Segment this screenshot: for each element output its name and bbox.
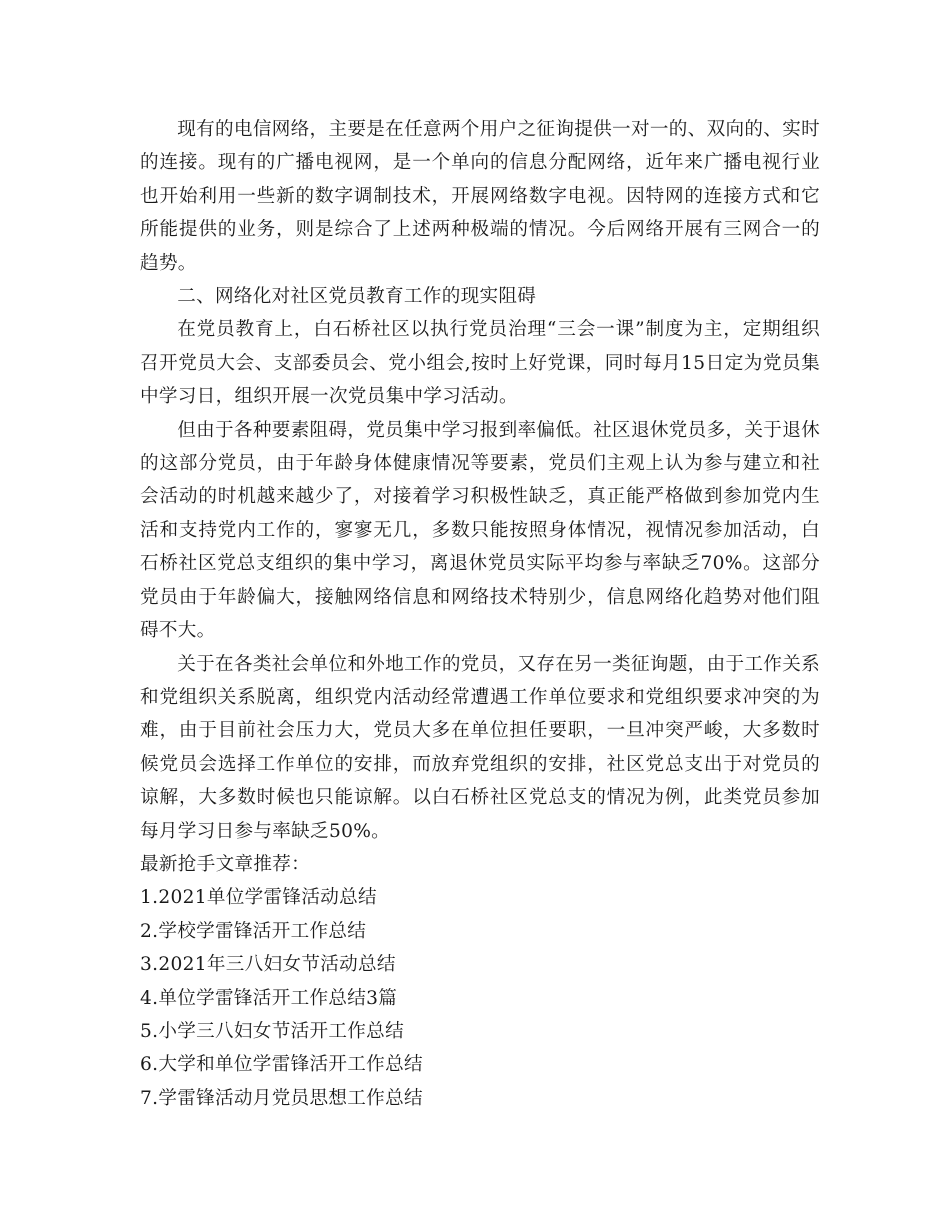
paragraph-retired-members: 但由于各种要素阻碍，党员集中学习报到率偏低。社区退休党员多，关于退休的这部分党员，由于年龄身体健康情况等要素，党员们主观上认为参与建立和社会活动的时机越来越少了，对接着学习积极性缺乏，真正能严格做到参加党内生活和支持党内工作的，寥寥无几，多数只能按照身体情况，视情况参加活动，白石桥社区党总支组织的集中学习，离退休党员实际平均参与率缺乏70%。这部分党员由于年龄偏大，接触网络信息和网络技术特别少，信息网络化趋势对他们阻碍不大。 bbox=[140, 419, 820, 642]
recommend-link-5[interactable]: 5.小学三八妇女节活开工作总结 bbox=[140, 1020, 404, 1042]
list-item bbox=[140, 915, 820, 948]
recommend-link-2[interactable]: 2.学校学雷锋活开工作总结 bbox=[140, 920, 367, 942]
recommend-title: 最新抢手文章推荐： bbox=[140, 853, 311, 875]
paragraph-working-members: 关于在各类社会单位和外地工作的党员，又存在另一类征询题，由于工作关系和党组织关系脱离，组织党内活动经常遭遇工作单位要求和党组织要求冲突的为难，由于目前社会压力大，党员大多在单位担任要职，一旦冲突严峻，大多数时候党员会选择工作单位的安排，而放弃党组织的安排，社区党总支出于对党员的谅解，大多数时候也只能谅解。以白石桥社区党总支的情况为例，此类党员参加每月学习日参与率缺乏50%。 bbox=[140, 653, 820, 842]
section-heading: 二、网络化对社区党员教育工作的现实阻碍 bbox=[177, 286, 537, 308]
recommend-link-6[interactable]: 6.大学和单位学雷锋活开工作总结 bbox=[140, 1054, 423, 1076]
paragraph-network-intro: 现有的电信网络，主要是在任意两个用户之征询提供一对一的、双向的、实时的连接。现有的广播电视网，是一个单向的信息分配网络，近年来广播电视行业也开始利用一些新的数字调制技术，开展网络数字电视。因特网的连接方式和它所能提供的业务，则是综合了上述两种极端的情况。今后网络开展有三网合一的趋势。 bbox=[140, 119, 820, 274]
recommend-link-7[interactable]: 7.学雷锋活动月党员思想工作总结 bbox=[140, 1087, 423, 1109]
list-item bbox=[140, 1048, 820, 1081]
recommend-link-4[interactable]: 4.单位学雷锋活开工作总结3篇 bbox=[140, 987, 398, 1009]
list-item bbox=[140, 982, 820, 1015]
list-item bbox=[140, 1082, 820, 1115]
list-item bbox=[140, 1015, 820, 1048]
recommend-list bbox=[140, 881, 820, 1115]
list-item bbox=[140, 948, 820, 981]
document-page bbox=[140, 113, 820, 1115]
paragraph-party-education: 在党员教育上，白石桥社区以执行党员治理“三会一课”制度为主，定期组织召开党员大会、支部委员会、党小组会,按时上好党课，同时每月15日定为党员集中学习日，组织开展一次党员集中学习活动。 bbox=[140, 319, 820, 408]
recommend-link-1[interactable]: 1.2021单位学雷锋活动总结 bbox=[140, 887, 377, 909]
recommend-link-3[interactable]: 3.2021年三八妇女节活动总结 bbox=[140, 954, 396, 976]
list-item bbox=[140, 881, 820, 914]
